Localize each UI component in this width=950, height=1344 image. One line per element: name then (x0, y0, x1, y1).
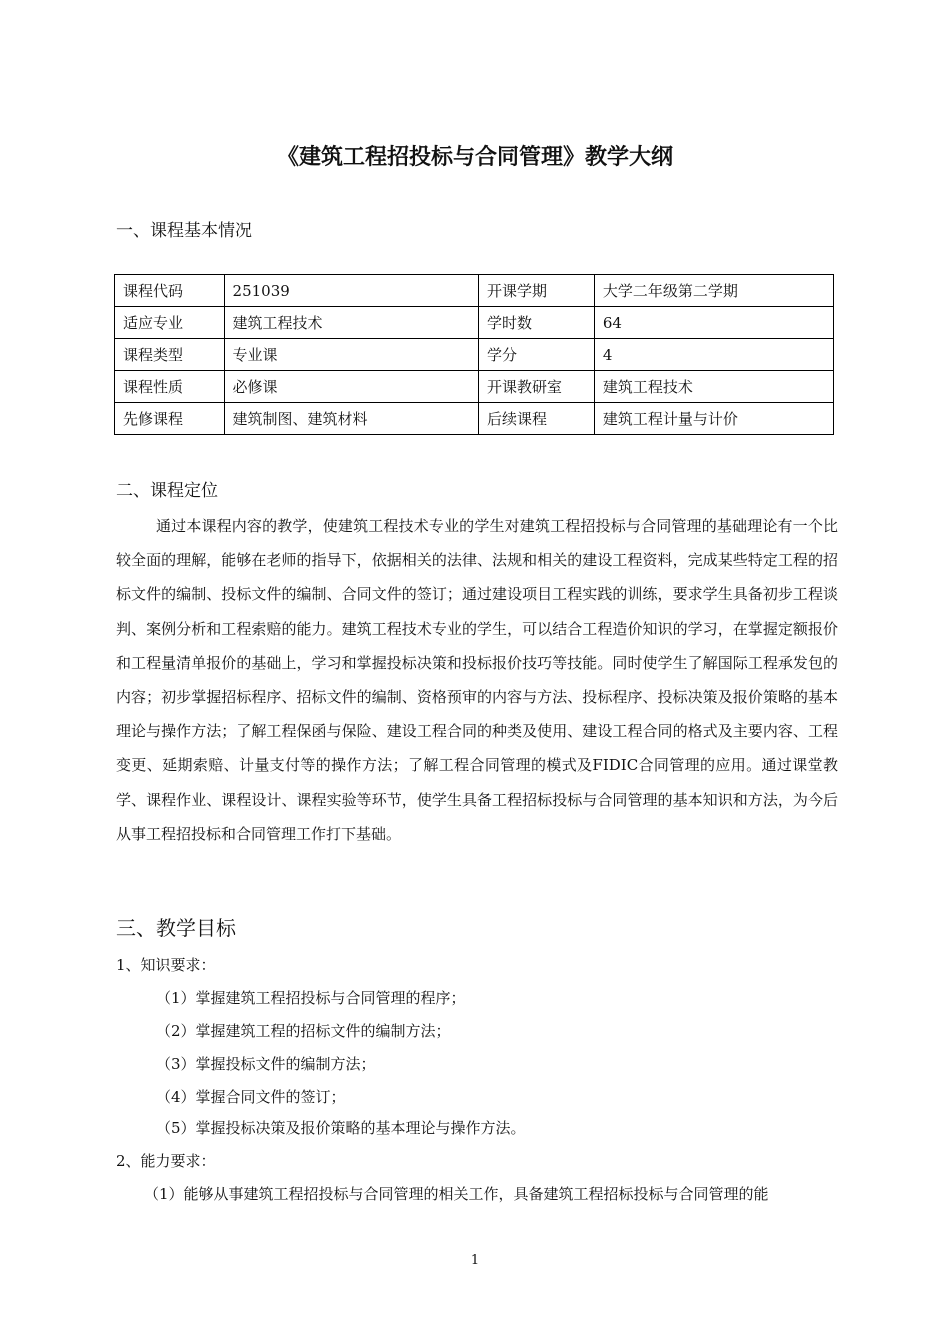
list-item: （3）掌握投标文件的编制方法； (156, 1055, 376, 1073)
course-positioning-paragraph: 通过本课程内容的教学，使建筑工程技术专业的学生对建筑工程招投标与合同管理的基础理论有一个比较全面的理解，能够在老师的指导下，依据相关的法律、法规和相关的建设工程资料，完成某些特定工程的招标文件的编制、投标文件的编制、合同文件的签订；通过建设项目工程实践的训练，要求学生具备初步工程谈判、案例分析和工程索赔的能力。建筑工程技术专业的学生，可以结合工程造价知识的学习，在掌握定额报价和工程量清单报价的基础上，学习和掌握投标决策和投标报价技巧等技能。同时使学生了解国际工程承发包的内容；初步掌握招标程序、招标文件的编制、资格预审的内容与方法、投标程序、投标决策及报价策略的基本理论与操作方法；了解工程保函与保险、建设工程合同的种类及使用、建设工程合同的格式及主要内容、工程变更、延期索赔、计量支付等的操作方法；了解工程合同管理的模式及FIDIC合同管理的应用。通过课堂教学、课程作业、课程设计、课程实验等环节，使学生具备工程招标投标与合同管理的基本知识和方法，为今后从事工程招投标和合同管理工作打下基础。 (116, 517, 838, 843)
section2-heading: 二、课程定位 (116, 481, 218, 501)
table-cell: 开课学期 (478, 275, 594, 307)
document-title: 《建筑工程招投标与合同管理》教学大纲 (276, 145, 673, 170)
table-cell: 开课教研室 (478, 371, 594, 403)
table-row (115, 403, 834, 435)
table-cell: 适应专业 (115, 307, 225, 339)
ability-requirements-heading: 2、能力要求： (116, 1152, 216, 1170)
list-item: （5）掌握投标决策及报价策略的基本理论与操作方法。 (156, 1119, 526, 1137)
table-cell: 后续课程 (478, 403, 594, 435)
page-number: 1 (470, 1253, 480, 1268)
course-info-table (114, 274, 834, 435)
table-row (115, 371, 834, 403)
table-cell: 建筑工程技术 (224, 307, 478, 339)
table-cell: 64 (594, 307, 833, 339)
table-cell: 课程类型 (115, 339, 225, 371)
table-cell: 课程代码 (115, 275, 225, 307)
list-item: （1）能够从事建筑工程招投标与合同管理的相关工作，具备建筑工程招标投标与合同管理的能 (144, 1185, 769, 1203)
table-row (115, 339, 834, 371)
table-cell: 学分 (478, 339, 594, 371)
table-row (115, 307, 834, 339)
table-cell: 建筑制图、建筑材料 (224, 403, 478, 435)
table-cell: 251039 (224, 275, 478, 307)
table-cell: 专业课 (224, 339, 478, 371)
table-cell: 大学二年级第二学期 (594, 275, 833, 307)
section3-heading: 三、教学目标 (116, 916, 236, 940)
table-cell: 建筑工程计量与计价 (594, 403, 833, 435)
list-item: （1）掌握建筑工程招投标与合同管理的程序； (156, 989, 466, 1007)
table-row (115, 275, 834, 307)
list-item: （4）掌握合同文件的签订； (156, 1088, 346, 1106)
knowledge-requirements-heading: 1、知识要求： (116, 956, 216, 974)
table-cell: 课程性质 (115, 371, 225, 403)
table-cell: 建筑工程技术 (594, 371, 833, 403)
table-cell: 4 (594, 339, 833, 371)
table-cell: 必修课 (224, 371, 478, 403)
list-item: （2）掌握建筑工程的招标文件的编制方法； (156, 1022, 451, 1040)
table-cell: 学时数 (478, 307, 594, 339)
table-cell: 先修课程 (115, 403, 225, 435)
section1-heading: 一、课程基本情况 (116, 221, 252, 241)
